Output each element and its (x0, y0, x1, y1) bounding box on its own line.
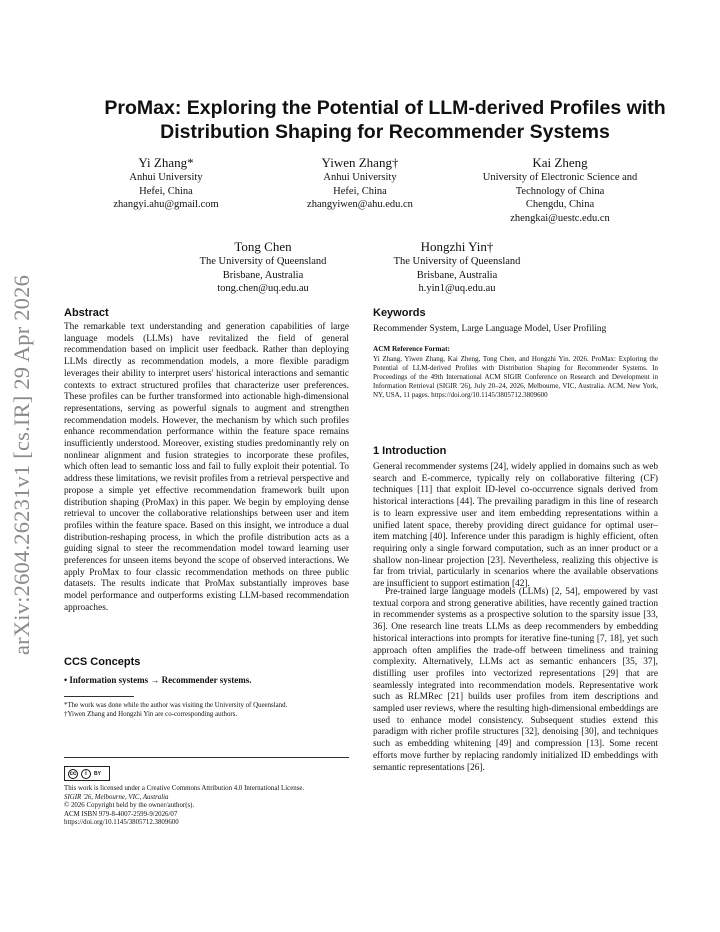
paper-title (60, 96, 710, 144)
keywords-heading: Keywords (373, 307, 426, 319)
author-location: Chengdu, China (525, 199, 595, 210)
author-email[interactable]: tong.chen@uq.edu.au (217, 283, 309, 294)
license-rule (64, 757, 349, 758)
footnote-corresponding: †Yiwen Zhang and Hongzhi Yin are co-corresponding authors. (64, 711, 238, 718)
author-affiliation-cont: Technology of China (515, 185, 605, 197)
author-block-1 (86, 155, 246, 212)
cc-icon: cc (69, 770, 77, 777)
footnote-visiting: *The work was done while the author was visiting the University of Queensland. (64, 702, 288, 709)
arxiv-identifier-text: arXiv:2604.26231v1 [cs.IR] 29 Apr 2026 (9, 274, 34, 656)
author-block-5 (377, 239, 537, 296)
title-line-2: Distribution Shaping for Recommender Systems (160, 121, 610, 143)
author-email[interactable]: zhangyiwen@ahu.edu.cn (307, 199, 413, 210)
license-statement[interactable]: This work is licensed under a Creative Commons Attribution 4.0 International License. (64, 785, 305, 792)
author-email[interactable]: zhangyi.ahu@gmail.com (113, 199, 219, 210)
author-affiliation: Anhui University (129, 172, 203, 183)
cc-by-label: BY (94, 770, 101, 777)
introduction-paragraph-1: General recommender systems [24], widely applied in domains such as web search and E-commerce, typically rely on collaborative filtering (CF) techniques [11] that exploit ID-level co-occurrence signals derived from historical interactions [44]. The prevailing paradigm in this line of research is to learn expressive user and item embedding representations within a unified latent space, thereby providing direct guidance for optimal user–item matching [40]. Inference under this paradigm is highly efficient, often requiring only a single forward computation, such as an inner product or a shallow non-linear projection [23]. Nevertheless, realizing this objective is far from trivial, particularly in scenarios where the available observations are insufficient to support estimation [42]. (373, 462, 658, 590)
author-location: Brisbane, Australia (222, 269, 304, 281)
author-name: Yi Zhang* (138, 155, 194, 170)
doi-link[interactable]: https://doi.org/10.1145/3805712.3809600 (64, 819, 179, 827)
arxiv-identifier-stamp (0, 255, 44, 675)
isbn-line: ACM ISBN 979-8-4007-2599-9/2026/07 (64, 810, 178, 818)
abstract-text: The remarkable text understanding and generation capabilities of large language models (LLMs) have revitalized the field of general recommendation based on implicit user feedback. Rather than deploying LLMs directly as recommendation models, a more flexible paradigm leverages their ability to interpret users' historical interactions and semantic contexts to extract structured profiles that characterize user preferences. These profiles can be further transformed into actionable high-dimensional representations, serving as powerful signals to augment and strengthen recommendation models. However, the mechanism by which such profiles enhance recommendation performance within the feature space remains insufficiently understood. Moreover, existing studies predominantly rely on nonlinear alignment and fusion strategies to incorporate these profiles, which often lead to semantic loss and fail to fully exploit their potential. To address these limitations, we revisit profiles from a retrieval perspective and propose a simple yet effective recommendation framework built upon distribution shaping (ProMax) in this paper. We begin by employing dense retrieval to uncover the collaborative relationships between user and item profiles within the feature space. Based on this insight, we introduce a dual distribution-reshaping process, in which the profile distribution acts as a guiding signal to steer the recommendation model toward learning user preferences for unseen items beyond the scope of observed interactions. We apply ProMax to four classic recommendation methods on three public datasets. The results indicate that ProMax substantially improves base model performance and outperforms existing LLM-based recommendation approaches. (64, 322, 349, 613)
author-affiliation: Anhui University (323, 172, 397, 183)
copyright-line: © 2026 Copyright held by the owner/author(s). (64, 802, 195, 810)
author-location: Brisbane, Australia (416, 269, 498, 281)
creative-commons-badge[interactable] (64, 766, 110, 781)
author-name: Yiwen Zhang† (321, 155, 399, 170)
introduction-heading: 1 Introduction (373, 445, 447, 457)
acm-reference-heading: ACM Reference Format: (373, 345, 450, 353)
author-location: Hefei, China (333, 185, 387, 197)
introduction-paragraph-2: Pre-trained large language models (LLMs) [2, 54], empowered by vast textual corpora and strong generative abilities, have recently gained traction in recommender systems as a prospective solution to the sparsity issue [33, 36]. One research line treats LLMs as deep recommenders by embedding historical interactions into prompts for iterative fine-tuning [7, 18], yet such approach often amplifies the trade-off between timeliness and training complexity. Alternatively, LLMs act as semantic enhancers [35, 37], distilling user profiles into vectorized representations [29] that are seamlessly integrated into recommendation models. Representative work such as RLMRec [21] builds user profiles from item descriptions and sampled user reviews, where the resulting high-dimensional embeddings are used to enhance model consistency. Subsequent studies extend this paradigm with richer profile structures [32], denoising [30], and techniques such as embedding whitening [49] and compression [13]. Some recent efforts move further by replacing randomly initialized ID embeddings with semantic representations [26]. (373, 587, 658, 773)
abstract-heading: Abstract (64, 307, 109, 319)
author-name: Kai Zheng (532, 155, 588, 170)
author-block-4 (183, 239, 343, 296)
license-block (64, 785, 354, 828)
author-email[interactable]: h.yin1@uq.edu.au (418, 283, 496, 294)
acm-reference-text: Yi Zhang, Yiwen Zhang, Kai Zheng, Tong Chen, and Hongzhi Yin. 2026. ProMax: Exploring the Potential of LLM-derived Profiles with Distribution Shaping for Recommender Systems. In Proceedings of the 49th International ACM SIGIR Conference on Research and Development in Information Retrieval (SIGIR '26), July 20–24, 2026, Melbourne, VIC, Australia. ACM, New York, NY, USA, 11 pages. https://doi.org/10.1145/3805712.3809600 (373, 355, 658, 400)
footnote-rule (64, 696, 134, 697)
author-email[interactable]: zhengkai@uestc.edu.cn (510, 212, 610, 224)
author-name: Hongzhi Yin† (420, 239, 494, 254)
venue-line: SIGIR '26, Melbourne, VIC, Australia (64, 793, 169, 801)
author-affiliation: The University of Queensland (199, 256, 327, 267)
title-line-1: ProMax: Exploring the Potential of LLM-derived Profiles with (104, 97, 666, 119)
keywords-text: Recommender System, Large Language Model, User Profiling (373, 324, 607, 334)
author-affiliation: University of Electronic Science and (482, 172, 638, 183)
author-block-3 (455, 155, 665, 225)
author-name: Tong Chen (234, 239, 292, 254)
ccs-concepts-text: • Information systems → Recommender systems. (64, 675, 252, 685)
author-affiliation: The University of Queensland (393, 256, 521, 267)
ccs-concepts-heading: CCS Concepts (64, 656, 141, 668)
attribution-person-icon: i (81, 769, 91, 779)
author-block-2 (280, 155, 440, 212)
author-location: Hefei, China (139, 185, 193, 197)
